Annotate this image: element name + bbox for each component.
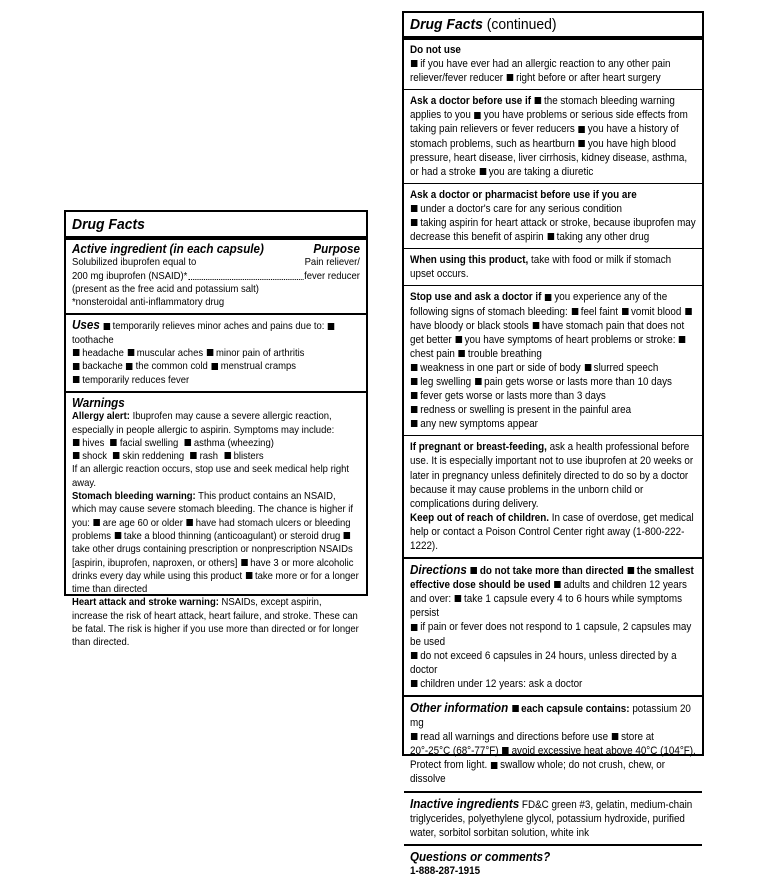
bullet-icon	[73, 349, 80, 356]
bullet-icon	[685, 308, 692, 315]
bullet-icon	[455, 595, 462, 602]
bullet-icon	[73, 363, 80, 370]
purpose-line-2: fever reducer	[304, 270, 360, 282]
divider	[404, 183, 702, 184]
divider	[404, 248, 702, 249]
bullet-icon	[411, 624, 418, 631]
questions-section	[410, 849, 696, 879]
ask-pharmacist-section: Ask a doctor or pharmacist before use if you are under a doctor's care for any serious condition taking aspirin for heart attack or stroke, because ibuprofen may decrease this benefit of aspirin taking any other drug	[410, 188, 696, 244]
active-ingredient-section	[72, 242, 360, 310]
bullet-icon	[627, 567, 634, 574]
drug-facts-title: Drug Facts	[72, 216, 145, 233]
stop-use-section: Stop use and ask a doctor if you experience any of the following signs of stomach bleeding: feel faint vomit blood have bloody or black stools have stomach pain that does not get better you have symptoms of heart problems or stroke: chest pain trouble breathing weakness in one part or side of body slurred speech leg swelling pain gets worse or lasts more than 10 days fever gets worse or lasts more than 3 days redness or swelling is present in the painful area any new symptoms appear	[410, 289, 696, 432]
bullet-icon	[344, 532, 351, 539]
active-ingredient-heading: Active ingredient (in each capsule)	[72, 242, 264, 256]
keep-out-of-reach-text: In case of overdose, get medical help or contact a Poison Control Center right away (1-800-222-1222).	[410, 511, 694, 552]
bullet-icon	[535, 97, 542, 104]
bullet-icon	[459, 350, 466, 357]
bullet-icon	[584, 364, 591, 371]
when-using-section	[410, 252, 696, 282]
divider	[404, 695, 702, 697]
divider	[404, 844, 702, 846]
active-line-1: Solubilized ibuprofen equal to	[72, 257, 197, 269]
bullet-icon	[491, 762, 498, 769]
drug-facts-panel-right	[402, 11, 704, 877]
bullet-icon	[73, 376, 80, 383]
questions-heading: Questions or comments?	[410, 849, 551, 864]
uses-section: Uses temporarily relieves minor aches and pains due to: toothache headache muscular aches minor pain of arthritis backache the common cold menstrual cramps temporarily reduces fever	[72, 318, 360, 387]
divider	[66, 313, 366, 315]
bullet-icon	[73, 439, 80, 446]
bullet-icon	[127, 349, 134, 356]
bullet-icon	[246, 572, 253, 579]
bullet-icon	[554, 581, 561, 588]
bullet-icon	[411, 392, 418, 399]
bullet-icon	[545, 294, 552, 301]
bullet-icon	[93, 519, 100, 526]
bullet-icon	[207, 349, 214, 356]
stop-use-heading: Stop use and ask a doctor if	[410, 291, 542, 304]
bullet-icon	[190, 452, 197, 459]
when-using-text: take with food or milk if stomach upset occurs.	[410, 254, 672, 281]
inactive-ingredients-section	[410, 796, 696, 841]
bullet-icon	[126, 363, 133, 370]
bullet-icon	[502, 747, 509, 754]
uses-heading: Uses	[72, 318, 100, 333]
bullet-icon	[115, 532, 122, 539]
bullet-icon	[328, 323, 335, 330]
divider	[404, 791, 702, 793]
bullet-icon	[411, 406, 418, 413]
heart-attack-warning-label: Heart attack and stroke warning:	[72, 597, 219, 609]
bullet-icon	[679, 336, 686, 343]
divider	[404, 557, 702, 559]
ask-pharmacist-heading: Ask a doctor or pharmacist before use if you are	[410, 188, 637, 201]
bullet-icon	[211, 363, 218, 370]
bullet-icon	[241, 559, 248, 566]
directions-section: Directions do not take more than directed the smallest effective dose should be used adults and children 12 years and over: take 1 capsule every 4 to 6 hours while symptoms persist if pain or fever does not respond to 1 capsule, 2 capsules may be used do not exceed 6 capsules in 24 hours, unless directed by a doctor children under 12 years: ask a doctor	[410, 563, 694, 690]
bullet-icon	[479, 168, 486, 175]
bullet-icon	[186, 519, 193, 526]
keep-out-of-reach-label: Keep out of reach of children.	[410, 511, 550, 524]
divider	[404, 36, 702, 40]
active-line-3: (present as the free acid and potassium salt)	[72, 283, 259, 295]
bullet-icon	[579, 126, 586, 133]
bullet-icon	[411, 680, 418, 687]
bullet-icon	[411, 420, 418, 427]
bullet-icon	[411, 60, 418, 67]
drug-facts-panel-left	[64, 210, 368, 649]
divider	[404, 435, 702, 436]
bullet-icon	[579, 140, 586, 147]
bullet-icon	[507, 74, 514, 81]
bullet-icon	[111, 439, 118, 446]
bullet-icon	[612, 733, 619, 740]
divider	[404, 89, 702, 90]
bullet-icon	[73, 452, 80, 459]
stomach-bleeding-text: This product contains an NSAID, which may cause severe stomach bleeding. The chance is higher if you:	[72, 491, 354, 529]
pregnancy-text: ask a health professional before use. It is especially important not to use ibuprofen at 20 weeks or later in pregnancy unless definitely directed to do so by a doctor because it may cause problems in the unborn child or complications during delivery.	[410, 441, 694, 510]
other-information-heading: Other information	[410, 700, 509, 715]
allergy-alert-label: Allergy alert:	[72, 411, 130, 423]
bullet-icon	[411, 652, 418, 659]
allergy-followup-text: If an allergic reaction occurs, stop use and seek medical help right away.	[72, 464, 350, 489]
active-line-4: *nonsteroidal anti-inflammatory drug	[72, 297, 225, 309]
bullet-icon	[411, 364, 418, 371]
bullet-icon	[533, 322, 540, 329]
bullet-icon	[411, 733, 418, 740]
bullet-icon	[512, 705, 519, 712]
allergy-alert-text: Ibuprofen may cause a severe allergic reaction, especially in people allergic to aspirin. Symptoms may include:	[72, 411, 335, 436]
inactive-ingredients-heading: Inactive ingredients	[410, 796, 520, 811]
phone-number: 1-888-287-1915	[410, 864, 481, 877]
active-line-2: 200 mg ibuprofen (NSAID)*	[72, 270, 188, 282]
warnings-heading: Warnings	[72, 395, 125, 410]
do-not-use-section: Do not use if you have ever had an allergic reaction to any other pain reliever/fever reducer right before or after heart surgery	[410, 42, 696, 86]
purpose-line-1: Pain reliever/	[304, 257, 360, 269]
bullet-icon	[411, 219, 418, 226]
divider	[66, 236, 366, 240]
bullet-icon	[571, 308, 578, 315]
dotted-leader	[188, 270, 303, 280]
divider	[404, 285, 702, 286]
stomach-bleeding-label: Stomach bleeding warning:	[72, 491, 196, 503]
pregnancy-section	[410, 439, 696, 554]
bullet-icon	[113, 452, 120, 459]
pregnancy-heading: If pregnant or breast-feeding,	[410, 441, 547, 454]
bullet-icon	[547, 233, 554, 240]
other-information-section: Other information each capsule contains: potassium 20 mg read all warnings and directions before use store at 20°-25°C (68°-77°F) avoid excessive heat above 40°C (104°F). Protect from light. swallow whole; do not crush, chew, or dissolve	[410, 700, 696, 786]
bullet-icon	[411, 205, 418, 212]
bullet-icon	[475, 378, 482, 385]
bullet-icon	[455, 336, 462, 343]
bullet-icon	[185, 439, 192, 446]
when-using-heading: When using this product,	[410, 254, 529, 267]
warnings-section: Warnings Allergy alert: Ibuprofen may cause a severe allergic reaction, especially in people allergic to aspirin. Symptoms may include: hives facial swelling asthma (wheezing) shock skin reddening rash blisters If an allergic reaction occurs, stop use and seek medical help right away. Stomach bleeding warning: This product contains an NSAID, which may cause severe stomach bleeding. The chance is higher if you: are age 60 or older have had stomach ulcers or bleeding problems take a blood thinning (anticoagulant) or steroid drug take other drugs containing prescription or nonprescription NSAIDs [aspirin, ibuprofen, naproxen, or others] have 3 or more alcoholic drinks every day while using this product take more or for a longer time than directed Heart attack and stroke warning: NSAIDs, except aspirin, increase the risk of heart attack, heart failure, and stroke. These can be fatal. The risk is higher if you use more than directed or for longer than directed.	[72, 395, 359, 649]
do-not-use-heading: Do not use	[410, 44, 461, 56]
ask-doctor-heading: Ask a doctor before use if	[410, 95, 532, 108]
bullet-icon	[622, 308, 629, 315]
purpose-heading: Purpose	[313, 242, 360, 256]
bullet-icon	[224, 452, 231, 459]
directions-heading: Directions	[410, 563, 467, 578]
bullet-icon	[103, 323, 110, 330]
bullet-icon	[411, 378, 418, 385]
bullet-icon	[471, 567, 478, 574]
drug-facts-continued-title: Drug Facts (continued)	[410, 16, 557, 33]
inactive-ingredients-text: FD&C green #3, gelatin, medium-chain triglycerides, polyethylene glycol, potassium hydroxide, purified water, sorbitol sorbitan solution, white ink	[410, 798, 693, 839]
ask-doctor-section: Ask a doctor before use if the stomach bleeding warning applies to you you have problems or serious side effects from taking pain relievers or fever reducers you have a history of stomach problems, such as heartburn you have high blood pressure, heart disease, liver cirrhosis, kidney disease, asthma, or had a stroke you are taking a diuretic	[410, 95, 688, 178]
divider	[66, 391, 366, 393]
heart-attack-warning-text: NSAIDs, except aspirin, increase the risk of heart attack, heart failure, and stroke. These can be fatal. The risk is higher if you use more than directed or for longer than directed.	[72, 597, 359, 649]
bullet-icon	[474, 112, 481, 119]
